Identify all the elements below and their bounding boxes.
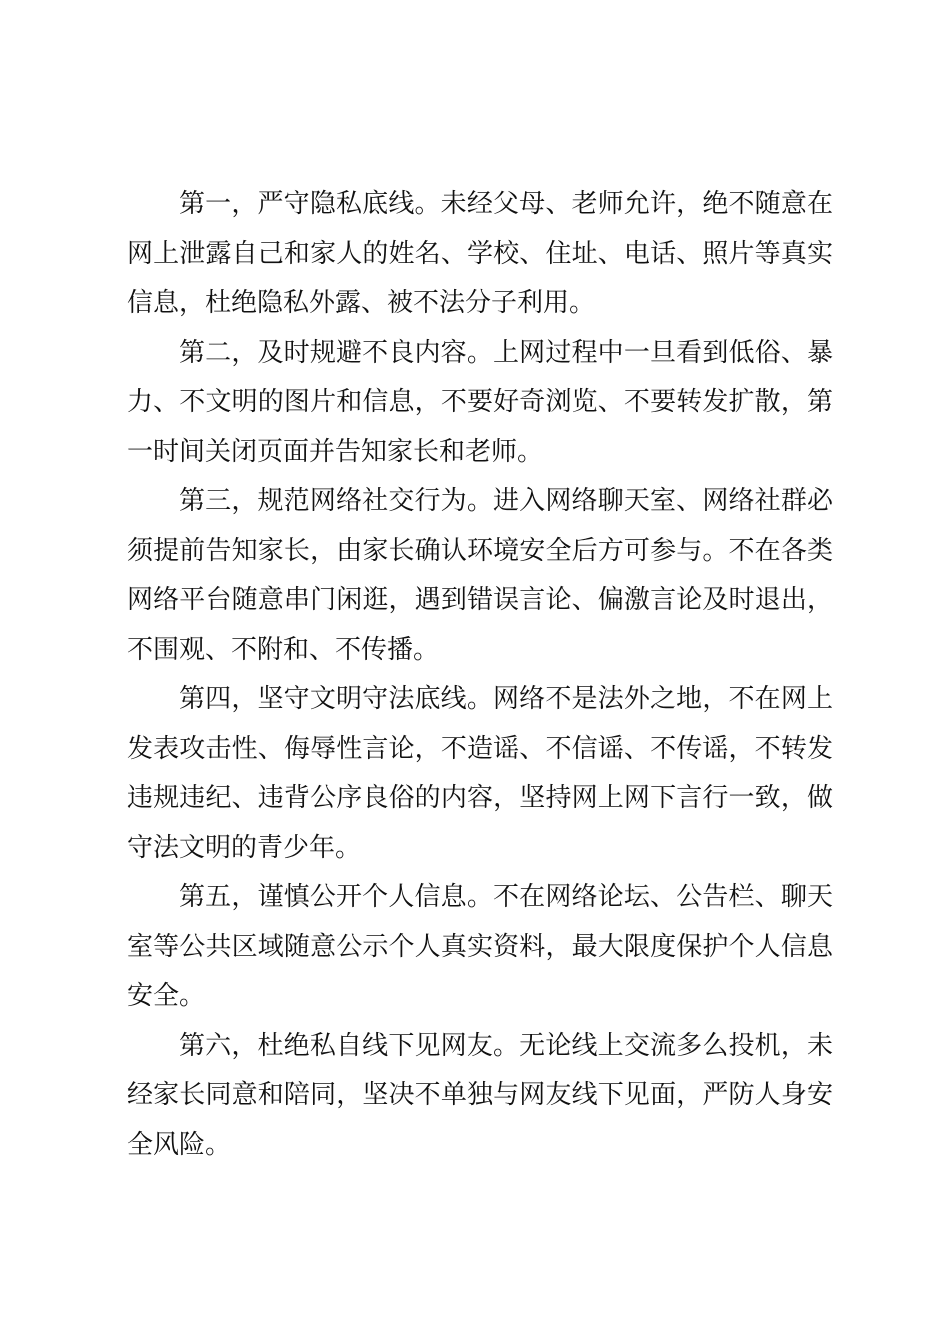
- paragraph-5: 第五，谨慎公开个人信息。不在网络论坛、公告栏、聊天室等公共区域随意公示个人真实资料，最大限度保护个人信息安全。: [127, 882, 833, 1011]
- paragraph-3: 第三，规范网络社交行为。进入网络聊天室、网络社群必须提前告知家长，由家长确认环境安全后方可参与。不在各类网络平台随意串门闲逛，遇到错误言论、偏激言论及时退出，不围观、不附和、不传播。: [127, 486, 833, 665]
- paragraph-6: 第六，杜绝私自线下见网友。无论线上交流多么投机，未经家长同意和陪同，坚决不单独与网友线下见面，严防人身安全风险。: [127, 1030, 833, 1160]
- paragraph-4: 第四，坚守文明守法底线。网络不是法外之地，不在网上发表攻击性、侮辱性言论，不造谣、不信谣、不传谣，不转发违规违纪、违背公序良俗的内容，坚持网上网下言行一致，做守法文明的青少年。: [127, 684, 833, 863]
- paragraph-1: 第一，严守隐私底线。未经父母、老师允许，绝不随意在网上泄露自己和家人的姓名、学校、住址、电话、照片等真实信息，杜绝隐私外露、被不法分子利用。: [127, 189, 833, 318]
- paragraph-2: 第二，及时规避不良内容。上网过程中一旦看到低俗、暴力、不文明的图片和信息，不要好奇浏览、不要转发扩散，第一时间关闭页面并告知家长和老师。: [127, 337, 833, 467]
- document-body: [127, 180, 833, 1170]
